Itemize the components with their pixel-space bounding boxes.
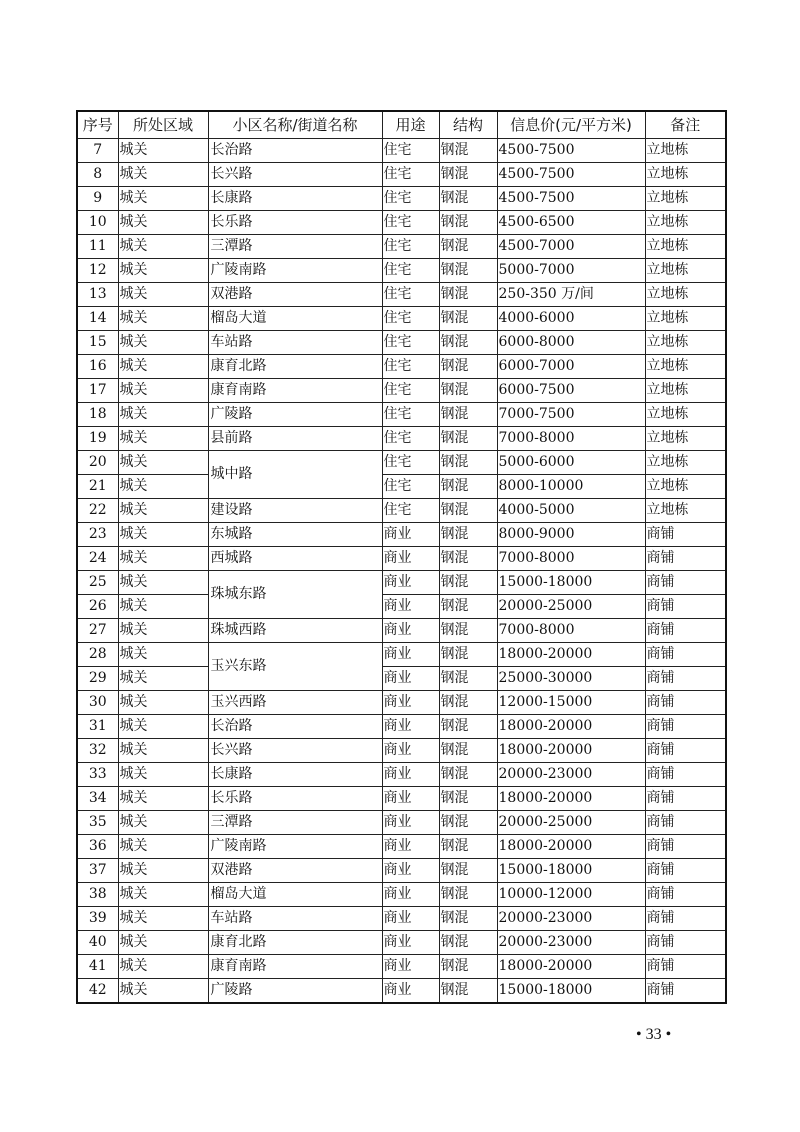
cell-note: 立地栋 — [645, 403, 726, 427]
header-area: 所处区域 — [118, 111, 208, 139]
table-row — [77, 739, 726, 763]
cell-no: 27 — [77, 619, 118, 643]
cell-street: 三潭路 — [208, 811, 382, 835]
cell-note: 立地栋 — [645, 331, 726, 355]
cell-street: 康育南路 — [208, 379, 382, 403]
cell-use: 商业 — [382, 811, 439, 835]
cell-use: 住宅 — [382, 139, 439, 163]
cell-area: 城关 — [118, 259, 208, 283]
cell-no: 23 — [77, 523, 118, 547]
cell-no: 39 — [77, 907, 118, 931]
cell-no: 32 — [77, 739, 118, 763]
cell-price: 15000-18000 — [497, 859, 645, 883]
cell-price: 4500-7500 — [497, 187, 645, 211]
table-row — [77, 163, 726, 187]
cell-price: 25000-30000 — [497, 667, 645, 691]
cell-structure: 钢混 — [439, 211, 497, 235]
cell-use: 住宅 — [382, 451, 439, 475]
table-row — [77, 451, 726, 475]
cell-price: 4500-6500 — [497, 211, 645, 235]
cell-price: 18000-20000 — [497, 643, 645, 667]
cell-street: 西城路 — [208, 547, 382, 571]
cell-note: 商铺 — [645, 811, 726, 835]
table-row — [77, 619, 726, 643]
cell-price: 5000-6000 — [497, 451, 645, 475]
cell-area: 城关 — [118, 163, 208, 187]
cell-street: 广陵路 — [208, 979, 382, 1004]
table-row — [77, 547, 726, 571]
cell-note: 商铺 — [645, 979, 726, 1004]
cell-price: 18000-20000 — [497, 715, 645, 739]
cell-no: 33 — [77, 763, 118, 787]
cell-note: 商铺 — [645, 643, 726, 667]
cell-no: 37 — [77, 859, 118, 883]
cell-street: 玉兴西路 — [208, 691, 382, 715]
cell-area: 城关 — [118, 883, 208, 907]
cell-street: 建设路 — [208, 499, 382, 523]
cell-use: 商业 — [382, 835, 439, 859]
header-use: 用途 — [382, 111, 439, 139]
cell-use: 商业 — [382, 547, 439, 571]
cell-street: 康育南路 — [208, 955, 382, 979]
cell-no: 26 — [77, 595, 118, 619]
cell-structure: 钢混 — [439, 979, 497, 1004]
cell-area: 城关 — [118, 907, 208, 931]
cell-price: 6000-7500 — [497, 379, 645, 403]
cell-area: 城关 — [118, 787, 208, 811]
cell-structure: 钢混 — [439, 307, 497, 331]
cell-no: 9 — [77, 187, 118, 211]
cell-street: 广陵路 — [208, 403, 382, 427]
cell-use: 商业 — [382, 955, 439, 979]
cell-note: 立地栋 — [645, 427, 726, 451]
cell-no: 18 — [77, 403, 118, 427]
cell-use: 商业 — [382, 619, 439, 643]
cell-use: 商业 — [382, 979, 439, 1004]
cell-no: 17 — [77, 379, 118, 403]
cell-no: 16 — [77, 355, 118, 379]
table-row — [77, 427, 726, 451]
table-row — [77, 667, 726, 691]
cell-price: 5000-7000 — [497, 259, 645, 283]
table-row — [77, 763, 726, 787]
cell-price: 18000-20000 — [497, 955, 645, 979]
cell-no: 24 — [77, 547, 118, 571]
cell-note: 商铺 — [645, 955, 726, 979]
cell-street: 长兴路 — [208, 739, 382, 763]
cell-use: 商业 — [382, 931, 439, 955]
cell-area: 城关 — [118, 763, 208, 787]
cell-note: 立地栋 — [645, 283, 726, 307]
cell-note: 立地栋 — [645, 139, 726, 163]
cell-structure: 钢混 — [439, 379, 497, 403]
cell-note: 商铺 — [645, 667, 726, 691]
cell-structure: 钢混 — [439, 427, 497, 451]
cell-price: 12000-15000 — [497, 691, 645, 715]
cell-note: 商铺 — [645, 595, 726, 619]
cell-structure: 钢混 — [439, 715, 497, 739]
cell-note: 商铺 — [645, 547, 726, 571]
cell-no: 15 — [77, 331, 118, 355]
cell-street: 长治路 — [208, 139, 382, 163]
cell-area: 城关 — [118, 739, 208, 763]
cell-note: 立地栋 — [645, 211, 726, 235]
table-row — [77, 691, 726, 715]
cell-structure: 钢混 — [439, 619, 497, 643]
cell-structure: 钢混 — [439, 475, 497, 499]
cell-note: 立地栋 — [645, 379, 726, 403]
table-row — [77, 883, 726, 907]
cell-structure: 钢混 — [439, 883, 497, 907]
cell-area: 城关 — [118, 931, 208, 955]
cell-price: 20000-23000 — [497, 763, 645, 787]
cell-area: 城关 — [118, 499, 208, 523]
cell-price: 18000-20000 — [497, 787, 645, 811]
cell-structure: 钢混 — [439, 331, 497, 355]
cell-note: 商铺 — [645, 571, 726, 595]
cell-price: 7000-8000 — [497, 427, 645, 451]
cell-price: 7000-8000 — [497, 619, 645, 643]
cell-area: 城关 — [118, 307, 208, 331]
cell-area: 城关 — [118, 331, 208, 355]
cell-no: 13 — [77, 283, 118, 307]
table-row — [77, 307, 726, 331]
cell-no: 41 — [77, 955, 118, 979]
cell-area: 城关 — [118, 715, 208, 739]
cell-area: 城关 — [118, 691, 208, 715]
cell-structure: 钢混 — [439, 859, 497, 883]
cell-structure: 钢混 — [439, 547, 497, 571]
cell-street: 城中路 — [208, 451, 382, 499]
cell-price: 8000-9000 — [497, 523, 645, 547]
cell-area: 城关 — [118, 283, 208, 307]
cell-street: 珠城西路 — [208, 619, 382, 643]
cell-use: 住宅 — [382, 187, 439, 211]
table-row — [77, 139, 726, 163]
cell-street: 榴岛大道 — [208, 883, 382, 907]
cell-no: 12 — [77, 259, 118, 283]
cell-street: 长康路 — [208, 763, 382, 787]
cell-structure: 钢混 — [439, 763, 497, 787]
table-row — [77, 379, 726, 403]
cell-use: 住宅 — [382, 235, 439, 259]
table-row — [77, 283, 726, 307]
cell-use: 商业 — [382, 859, 439, 883]
cell-no: 34 — [77, 787, 118, 811]
table-row — [77, 259, 726, 283]
cell-street: 三潭路 — [208, 235, 382, 259]
page-number: • 33 • — [636, 1026, 672, 1043]
cell-use: 住宅 — [382, 163, 439, 187]
cell-use: 住宅 — [382, 403, 439, 427]
table-row — [77, 859, 726, 883]
cell-note: 立地栋 — [645, 475, 726, 499]
header-structure: 结构 — [439, 111, 497, 139]
cell-no: 11 — [77, 235, 118, 259]
cell-area: 城关 — [118, 451, 208, 475]
cell-note: 商铺 — [645, 859, 726, 883]
cell-no: 14 — [77, 307, 118, 331]
cell-no: 38 — [77, 883, 118, 907]
cell-structure: 钢混 — [439, 499, 497, 523]
cell-no: 20 — [77, 451, 118, 475]
cell-street: 长乐路 — [208, 787, 382, 811]
cell-no: 19 — [77, 427, 118, 451]
cell-area: 城关 — [118, 835, 208, 859]
table-row — [77, 331, 726, 355]
cell-no: 40 — [77, 931, 118, 955]
cell-area: 城关 — [118, 523, 208, 547]
cell-no: 10 — [77, 211, 118, 235]
cell-structure: 钢混 — [439, 691, 497, 715]
cell-price: 7000-8000 — [497, 547, 645, 571]
cell-structure: 钢混 — [439, 811, 497, 835]
cell-area: 城关 — [118, 955, 208, 979]
cell-street: 车站路 — [208, 331, 382, 355]
cell-structure: 钢混 — [439, 667, 497, 691]
table-header-row — [77, 111, 726, 139]
table-row — [77, 475, 726, 499]
table-row — [77, 979, 726, 1004]
cell-price: 20000-25000 — [497, 595, 645, 619]
price-table — [76, 110, 727, 1004]
cell-price: 7000-7500 — [497, 403, 645, 427]
cell-area: 城关 — [118, 403, 208, 427]
cell-area: 城关 — [118, 547, 208, 571]
cell-note: 商铺 — [645, 715, 726, 739]
cell-price: 20000-25000 — [497, 811, 645, 835]
cell-no: 8 — [77, 163, 118, 187]
cell-use: 住宅 — [382, 475, 439, 499]
cell-area: 城关 — [118, 667, 208, 691]
table-row — [77, 955, 726, 979]
cell-street: 车站路 — [208, 907, 382, 931]
cell-note: 商铺 — [645, 835, 726, 859]
cell-structure: 钢混 — [439, 235, 497, 259]
cell-no: 28 — [77, 643, 118, 667]
cell-note: 立地栋 — [645, 499, 726, 523]
cell-use: 住宅 — [382, 427, 439, 451]
cell-area: 城关 — [118, 475, 208, 499]
cell-structure: 钢混 — [439, 259, 497, 283]
table-row — [77, 595, 726, 619]
cell-use: 商业 — [382, 787, 439, 811]
header-street: 小区名称/街道名称 — [208, 111, 382, 139]
table-row — [77, 235, 726, 259]
cell-use: 住宅 — [382, 211, 439, 235]
cell-price: 4500-7500 — [497, 139, 645, 163]
header-price: 信息价(元/平方米) — [497, 111, 645, 139]
cell-use: 住宅 — [382, 283, 439, 307]
cell-price: 20000-23000 — [497, 907, 645, 931]
header-note: 备注 — [645, 111, 726, 139]
cell-use: 商业 — [382, 691, 439, 715]
cell-no: 25 — [77, 571, 118, 595]
cell-street: 长兴路 — [208, 163, 382, 187]
cell-structure: 钢混 — [439, 955, 497, 979]
cell-price: 15000-18000 — [497, 571, 645, 595]
cell-street: 广陵南路 — [208, 835, 382, 859]
cell-price: 18000-20000 — [497, 739, 645, 763]
cell-no: 7 — [77, 139, 118, 163]
cell-area: 城关 — [118, 139, 208, 163]
cell-area: 城关 — [118, 571, 208, 595]
cell-note: 立地栋 — [645, 451, 726, 475]
cell-structure: 钢混 — [439, 643, 497, 667]
cell-structure: 钢混 — [439, 355, 497, 379]
cell-street: 双港路 — [208, 283, 382, 307]
cell-use: 商业 — [382, 643, 439, 667]
table-row — [77, 499, 726, 523]
cell-area: 城关 — [118, 859, 208, 883]
cell-area: 城关 — [118, 811, 208, 835]
table-body — [77, 139, 726, 1004]
cell-use: 住宅 — [382, 355, 439, 379]
cell-price: 10000-12000 — [497, 883, 645, 907]
table-row — [77, 211, 726, 235]
cell-price: 6000-7000 — [497, 355, 645, 379]
cell-structure: 钢混 — [439, 403, 497, 427]
table-row — [77, 571, 726, 595]
cell-use: 住宅 — [382, 307, 439, 331]
cell-structure: 钢混 — [439, 931, 497, 955]
cell-note: 商铺 — [645, 763, 726, 787]
table-row — [77, 715, 726, 739]
cell-area: 城关 — [118, 235, 208, 259]
table-row — [77, 787, 726, 811]
cell-note: 立地栋 — [645, 163, 726, 187]
cell-use: 商业 — [382, 571, 439, 595]
cell-street: 长康路 — [208, 187, 382, 211]
cell-street: 东城路 — [208, 523, 382, 547]
cell-street: 榴岛大道 — [208, 307, 382, 331]
cell-street: 玉兴东路 — [208, 643, 382, 691]
cell-use: 住宅 — [382, 331, 439, 355]
table-row — [77, 403, 726, 427]
cell-no: 35 — [77, 811, 118, 835]
cell-use: 商业 — [382, 523, 439, 547]
cell-note: 商铺 — [645, 787, 726, 811]
cell-area: 城关 — [118, 379, 208, 403]
table-row — [77, 523, 726, 547]
cell-use: 商业 — [382, 907, 439, 931]
cell-use: 住宅 — [382, 499, 439, 523]
cell-structure: 钢混 — [439, 163, 497, 187]
cell-street: 长乐路 — [208, 211, 382, 235]
cell-structure: 钢混 — [439, 523, 497, 547]
cell-use: 住宅 — [382, 379, 439, 403]
cell-structure: 钢混 — [439, 451, 497, 475]
cell-use: 商业 — [382, 595, 439, 619]
cell-structure: 钢混 — [439, 787, 497, 811]
cell-structure: 钢混 — [439, 139, 497, 163]
cell-structure: 钢混 — [439, 283, 497, 307]
cell-price: 4000-5000 — [497, 499, 645, 523]
cell-price: 6000-8000 — [497, 331, 645, 355]
table-row — [77, 907, 726, 931]
cell-note: 商铺 — [645, 739, 726, 763]
cell-price: 4500-7000 — [497, 235, 645, 259]
header-no: 序号 — [77, 111, 118, 139]
cell-structure: 钢混 — [439, 571, 497, 595]
cell-price: 18000-20000 — [497, 835, 645, 859]
cell-note: 商铺 — [645, 691, 726, 715]
cell-street: 长治路 — [208, 715, 382, 739]
cell-structure: 钢混 — [439, 907, 497, 931]
cell-structure: 钢混 — [439, 739, 497, 763]
cell-price: 4500-7500 — [497, 163, 645, 187]
cell-use: 住宅 — [382, 259, 439, 283]
cell-street: 县前路 — [208, 427, 382, 451]
table-row — [77, 187, 726, 211]
cell-structure: 钢混 — [439, 835, 497, 859]
cell-street: 广陵南路 — [208, 259, 382, 283]
cell-area: 城关 — [118, 427, 208, 451]
cell-note: 立地栋 — [645, 259, 726, 283]
cell-no: 30 — [77, 691, 118, 715]
cell-area: 城关 — [118, 619, 208, 643]
cell-price: 20000-23000 — [497, 931, 645, 955]
cell-area: 城关 — [118, 595, 208, 619]
cell-note: 商铺 — [645, 931, 726, 955]
cell-no: 29 — [77, 667, 118, 691]
cell-no: 36 — [77, 835, 118, 859]
cell-use: 商业 — [382, 883, 439, 907]
cell-note: 商铺 — [645, 523, 726, 547]
cell-use: 商业 — [382, 763, 439, 787]
table-row — [77, 355, 726, 379]
cell-use: 商业 — [382, 739, 439, 763]
cell-note: 立地栋 — [645, 187, 726, 211]
table-row — [77, 643, 726, 667]
cell-street: 双港路 — [208, 859, 382, 883]
cell-note: 立地栋 — [645, 235, 726, 259]
table-row — [77, 811, 726, 835]
cell-note: 立地栋 — [645, 307, 726, 331]
cell-use: 商业 — [382, 667, 439, 691]
cell-area: 城关 — [118, 979, 208, 1004]
cell-street: 珠城东路 — [208, 571, 382, 619]
cell-price: 250-350 万/间 — [497, 283, 645, 307]
cell-use: 商业 — [382, 715, 439, 739]
cell-note: 商铺 — [645, 907, 726, 931]
cell-no: 42 — [77, 979, 118, 1004]
cell-note: 商铺 — [645, 883, 726, 907]
cell-note: 立地栋 — [645, 355, 726, 379]
cell-no: 21 — [77, 475, 118, 499]
cell-price: 4000-6000 — [497, 307, 645, 331]
cell-no: 22 — [77, 499, 118, 523]
cell-area: 城关 — [118, 643, 208, 667]
cell-street: 康育北路 — [208, 355, 382, 379]
cell-note: 商铺 — [645, 619, 726, 643]
cell-structure: 钢混 — [439, 595, 497, 619]
cell-structure: 钢混 — [439, 187, 497, 211]
cell-area: 城关 — [118, 211, 208, 235]
table-row — [77, 835, 726, 859]
cell-street: 康育北路 — [208, 931, 382, 955]
table-row — [77, 931, 726, 955]
cell-area: 城关 — [118, 355, 208, 379]
cell-price: 15000-18000 — [497, 979, 645, 1004]
cell-price: 8000-10000 — [497, 475, 645, 499]
cell-area: 城关 — [118, 187, 208, 211]
cell-no: 31 — [77, 715, 118, 739]
